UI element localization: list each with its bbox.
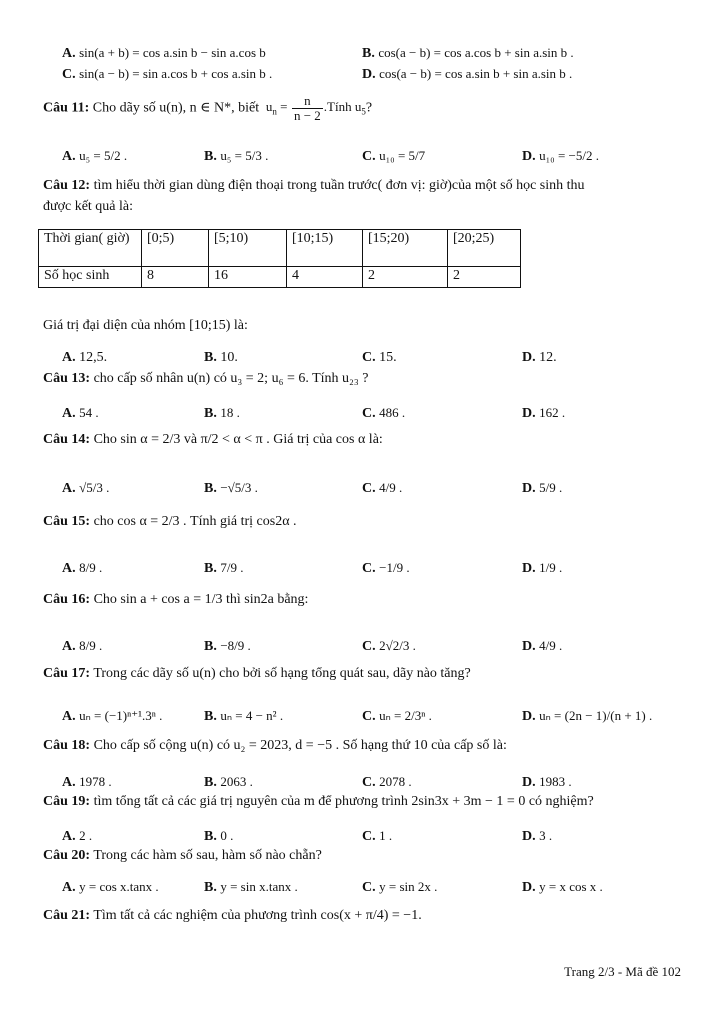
q20-option-c: C. y = sin 2x . (362, 879, 438, 895)
question-12-cont: được kết quả là: (43, 199, 134, 214)
q20-option-a: A. y = cos x.tanx . (62, 879, 159, 895)
question-12: Câu 12: tìm hiểu thời gian dùng điện thoại trong tuần trước( đơn vị: giờ)của một số học sinh thu (43, 178, 585, 193)
question-21: Câu 21: Tìm tất cả các nghiệm của phương trình cos(x + π/4) = −1. (43, 908, 422, 923)
option-a: A. sin(a + b) = cos a.sin b − sin a.cos b (62, 45, 266, 61)
table-cell: Thời gian( giờ) (39, 230, 142, 267)
q14-option-d: D. 5/9 . (522, 480, 563, 496)
question-19: Câu 19: tìm tổng tất cả các giá trị nguyên của m để phương trình 2sin3x + 3m − 1 = 0 có nghiệm? (43, 794, 594, 809)
question-12-sub: Giá trị đại diện của nhóm [10;15) là: (43, 318, 248, 333)
option-d: D. cos(a − b) = cos a.sin b + sin a.sin b . (362, 66, 573, 82)
q20-option-d: D. y = x cos x . (522, 879, 603, 895)
q15-option-a: A. 8/9 . (62, 560, 103, 576)
table-cell: [20;25) (448, 230, 521, 267)
q13-option-c: C. 486 . (362, 405, 406, 421)
q12-option-a: A. 12,5. (62, 350, 108, 365)
q17-option-a: A. uₙ = (−1)ⁿ⁺¹.3ⁿ . (62, 708, 163, 724)
q12-option-b: B. 10. (204, 350, 238, 365)
table-cell: 2 (448, 267, 521, 288)
q13-option-a: A. 54 . (62, 405, 99, 421)
q14-option-a: A. √5/3 . (62, 480, 110, 496)
q11-option-d: D. u₁₀ = −5/2 . (522, 148, 599, 164)
table-cell: 8 (142, 267, 209, 288)
q12-option-c: C. 15. (362, 350, 397, 365)
question-13: Câu 13: cho cấp số nhân u(n) có u₃ = 2; u₆ = 6. Tính u₂₃ ? (43, 371, 369, 386)
q18-option-b: B. 2063 . (204, 774, 253, 790)
q17-option-b: B. uₙ = 4 − n² . (204, 708, 284, 724)
question-14: Câu 14: Cho sin α = 2/3 và π/2 < α < π . Giá trị của cos α là: (43, 432, 383, 447)
frequency-table (38, 229, 521, 288)
q18-option-c: C. 2078 . (362, 774, 412, 790)
table-cell: Số học sinh (39, 267, 142, 288)
q19-option-c: C. 1 . (362, 828, 393, 844)
q13-option-d: D. 162 . (522, 405, 566, 421)
q19-option-a: A. 2 . (62, 828, 93, 844)
q14-option-c: C. 4/9 . (362, 480, 403, 496)
table-row (39, 230, 521, 267)
option-b: B. cos(a − b) = cos a.cos b + sin a.sin b . (362, 45, 574, 61)
question-16: Câu 16: Cho sin a + cos a = 1/3 thì sin2a bằng: (43, 592, 309, 607)
question-11: Câu 11: Cho dãy số u(n), n ∈ N*, biết $u_n$ = $\frac{n}{n - 2}$ .Tính $u_5$? (43, 93, 373, 123)
q20-option-b: B. y = sin x.tanx . (204, 879, 298, 895)
table-cell: 4 (287, 267, 363, 288)
table-cell: 2 (363, 267, 448, 288)
q11-option-b: B. u₅ = 5/3 . (204, 148, 269, 164)
table-cell: 16 (209, 267, 287, 288)
table-cell: [10;15) (287, 230, 363, 267)
table-cell: [15;20) (363, 230, 448, 267)
q16-option-b: B. −8/9 . (204, 638, 251, 654)
question-17: Câu 17: Trong các dãy số u(n) cho bởi số hạng tổng quát sau, dãy nào tăng? (43, 666, 471, 681)
table-cell: [0;5) (142, 230, 209, 267)
q17-option-d: D. uₙ = (2n − 1)/(n + 1) . (522, 708, 653, 724)
option-c: C. sin(a − b) = sin a.cos b + cos a.sin b . (62, 66, 273, 82)
q17-option-c: C. uₙ = 2/3ⁿ . (362, 708, 432, 724)
q15-option-b: B. 7/9 . (204, 560, 244, 576)
q19-option-d: D. 3 . (522, 828, 553, 844)
q15-option-c: C. −1/9 . (362, 560, 410, 576)
q13-option-b: B. 18 . (204, 405, 240, 421)
q14-option-b: B. −√5/3 . (204, 480, 258, 496)
question-18: Câu 18: Cho cấp số cộng u(n) có u₂ = 2023, d = −5 . Số hạng thứ 10 của cấp số là: (43, 738, 507, 753)
q16-option-c: C. 2√2/3 . (362, 638, 416, 654)
q15-option-d: D. 1/9 . (522, 560, 563, 576)
q19-option-b: B. 0 . (204, 828, 234, 844)
question-15: Câu 15: cho cos α = 2/3 . Tính giá trị cos2α . (43, 514, 297, 529)
q18-option-a: A. 1978 . (62, 774, 112, 790)
question-20: Câu 20: Trong các hàm số sau, hàm số nào chẵn? (43, 848, 322, 863)
q18-option-d: D. 1983 . (522, 774, 572, 790)
q12-option-d: D. 12. (522, 350, 557, 365)
page-footer: Trang 2/3 - Mã đề 102 (564, 964, 681, 979)
table-row (39, 267, 521, 288)
q11-option-a: A. u₅ = 5/2 . (62, 148, 128, 164)
table-cell: [5;10) (209, 230, 287, 267)
q11-option-c: C. u₁₀ = 5/7 (362, 148, 426, 164)
q16-option-d: D. 4/9 . (522, 638, 563, 654)
q16-option-a: A. 8/9 . (62, 638, 103, 654)
